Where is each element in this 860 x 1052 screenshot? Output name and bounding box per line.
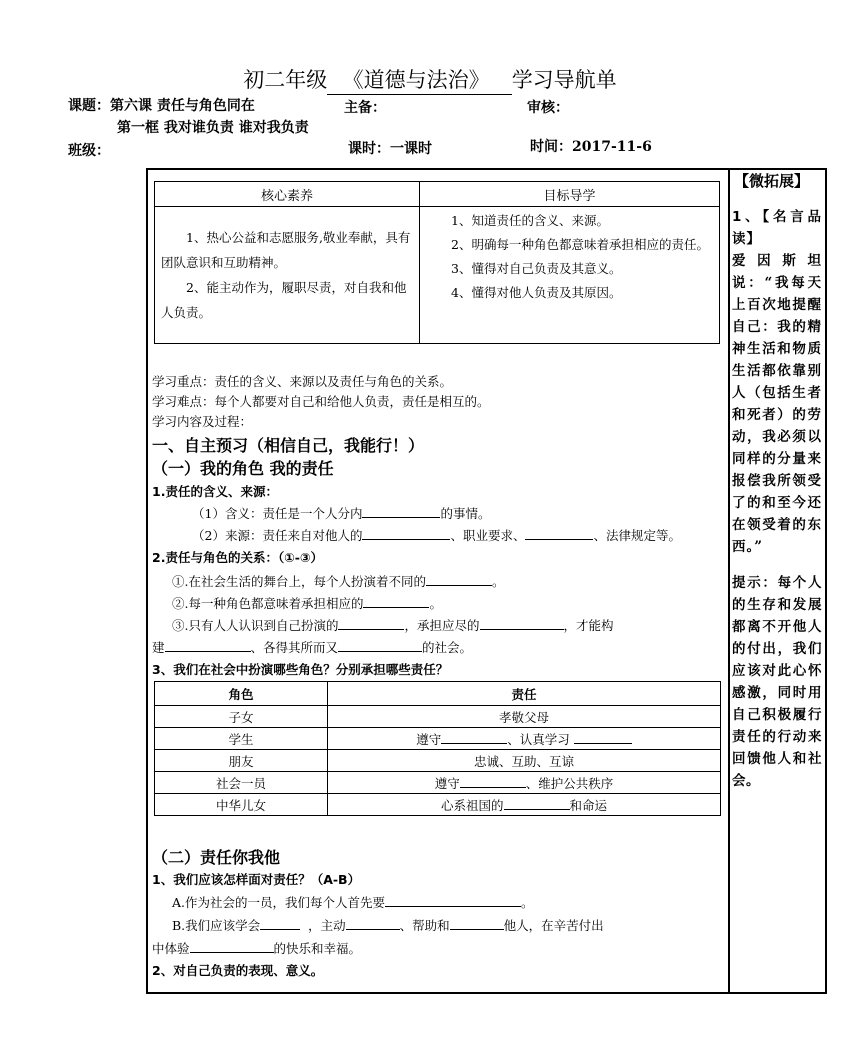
q1-heading: 1.责任的含义、来源： [152, 484, 278, 499]
title-subject: 《道德与法治》 [327, 64, 511, 95]
role-cell: 朋友 [155, 750, 328, 772]
blank-field[interactable] [362, 539, 450, 540]
blank-field[interactable] [574, 743, 632, 744]
p2-qb: B.我们应该学会 ，主动 、帮助和 他人，在辛苦付出 [172, 918, 604, 933]
study-difficulty: 学习难点：每个人都要对自己和给他人负责，责任是相互的。 [152, 394, 490, 409]
roles-table [154, 681, 721, 816]
goal-item: 3、懂得对自己负责及其意义。 [451, 261, 622, 276]
blank-field[interactable] [504, 809, 570, 810]
goals-table [154, 181, 720, 344]
section1-heading: （一）我的角色 我的责任 [152, 459, 334, 478]
section2-heading: （二）责任你我他 [152, 848, 281, 867]
role-cell: 子女 [155, 706, 328, 728]
roles-col1-header: 角色 [155, 682, 328, 706]
sidebar [732, 170, 822, 792]
quote-text: 爱因斯坦说：“我每天上百次地提醒自己：我的精神生活和物质生活都依靠别人（包括生者和死者）的劳动，我必须以同样的分量来报偿我所领受了的和至今还在领受着的东西。” [732, 253, 822, 555]
p2-qa: A.作为社会的一员，我们每个人首先要 。 [172, 895, 534, 910]
title-grade: 初二年级 [243, 68, 328, 92]
goal-item: 1、知道责任的含义、来源。 [451, 213, 609, 228]
blank-field[interactable] [338, 629, 404, 630]
role-cell: 中华儿女 [155, 794, 328, 816]
q1a: （1）含义：责任是一个人分内 的事情。 [192, 506, 491, 521]
resp-cell: 孝敬父母 [328, 706, 721, 728]
core-item: 2、能主动作为，履职尽责，对自我和他人负责。 [161, 280, 407, 320]
tip-text: 提示：每个人的生存和发展都离不开他人的付出，我们应该对此心怀感激，同时用自己积极履行责任的行动来回馈他人和社会。 [732, 575, 822, 789]
blank-field[interactable] [362, 517, 440, 518]
q2-heading: 2.责任与角色的关系：（①-③） [152, 550, 324, 565]
p2-qc: 中体验 的快乐和幸福。 [152, 941, 362, 956]
q1b: （2）来源：责任来自对他人的 、职业要求、 、法律规定等。 [192, 528, 681, 543]
blank-field[interactable] [260, 929, 300, 930]
blank-field[interactable] [450, 929, 504, 930]
roles-col2-header: 责任 [328, 682, 721, 706]
p2-q2-heading: 2、对自己负责的表现、意义。 [152, 963, 324, 978]
role-cell: 社会一员 [155, 772, 328, 794]
blank-field[interactable] [338, 651, 422, 652]
section-label: 第一框 我对谁负责 谁对我负责 [117, 120, 309, 136]
goals-col2-body [420, 207, 720, 344]
class-label: 班级： [68, 143, 110, 159]
quote-title: 1、【名言品读】 [732, 209, 822, 247]
q2a: ①.在社会生活的舞台上，每个人扮演着不同的 。 [172, 574, 505, 589]
title-suffix: 学习导航单 [511, 68, 617, 92]
blank-field[interactable] [426, 585, 492, 586]
p2-q1-heading: 1、我们应该怎样面对责任？（A-B） [152, 872, 361, 887]
goals-col1-body [155, 207, 420, 344]
period-label: 课时：一课时 [348, 141, 432, 157]
resp-cell: 遵守 、认真学习 [328, 728, 721, 750]
blank-field[interactable] [346, 929, 400, 930]
lesson-label: 课题：第六课 责任与角色同在 [68, 98, 255, 114]
part1-heading: 一、自主预习（相信自己，我能行！） [152, 436, 425, 455]
frame-divider [728, 170, 730, 992]
study-process: 学习内容及过程： [152, 414, 253, 429]
goals-col2-header: 目标导学 [420, 182, 720, 207]
q2b: ②.每一种角色都意味着承担相应的 。 [172, 596, 442, 611]
blank-field[interactable] [363, 607, 429, 608]
goal-item: 4、懂得对他人负责及其原因。 [451, 285, 622, 300]
q2d: 建 、各得其所而又 的社会。 [152, 640, 473, 655]
core-item: 1、热心公益和志愿服务,敬业奉献，具有团队意识和互助精神。 [161, 230, 411, 270]
blank-field[interactable] [165, 651, 251, 652]
blank-field[interactable] [525, 539, 593, 540]
date-label: 时间：2017-11-6 [530, 139, 652, 155]
reviewer-label: 审核： [527, 100, 569, 116]
resp-cell: 忠诚、互助、互谅 [328, 750, 721, 772]
blank-field[interactable] [190, 952, 274, 953]
blank-field[interactable] [480, 629, 564, 630]
blank-field[interactable] [441, 743, 507, 744]
goals-col1-header: 核心素养 [155, 182, 420, 207]
resp-cell: 心系祖国的 和命运 [328, 794, 721, 816]
page-title [0, 64, 860, 95]
study-focus: 学习重点：责任的含义、来源以及责任与角色的关系。 [152, 374, 453, 389]
goal-item: 2、明确每一种角色都意味着承担相应的责任。 [451, 237, 709, 252]
blank-field[interactable] [385, 906, 521, 907]
role-cell: 学生 [155, 728, 328, 750]
sidebar-header: 【微拓展】 [734, 172, 810, 190]
resp-cell: 遵守 、维护公共秩序 [328, 772, 721, 794]
q2c: ③.只有人人认识到自己扮演的 ，承担应尽的 ，才能构 [172, 618, 614, 633]
q3-heading: 3、我们在社会中扮演哪些角色？分别承担哪些责任？ [152, 662, 449, 677]
author-label: 主备： [344, 100, 386, 116]
blank-field[interactable] [460, 787, 526, 788]
